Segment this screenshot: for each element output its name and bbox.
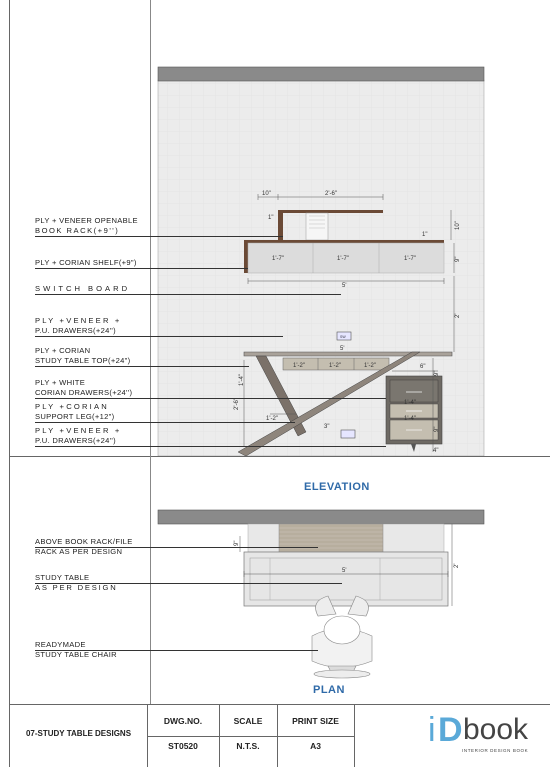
plan-dim-depth: 2': [454, 563, 460, 568]
leader-switch-board: [35, 294, 341, 295]
dim-rack-offset: 10": [262, 191, 271, 197]
leader-table-top: [35, 366, 249, 367]
label-switch-board: SWITCH BOARD: [35, 284, 131, 293]
print-size-value: A3: [310, 741, 321, 751]
leader-corian-shelf: [35, 268, 248, 269]
leader-pu-drawers-2: [35, 446, 386, 447]
leader-corian-drawers: [35, 398, 386, 399]
dim-rack-width: 2'-6": [325, 191, 337, 197]
book-rack-box: [306, 213, 328, 240]
label-pu-drawers-2: PLY +VENEER + P.U. DRAWERS(+24''): [35, 426, 122, 445]
dim-table-top: 5': [340, 346, 345, 352]
switch-board-text: SW: [340, 335, 346, 339]
ceiling-band: [158, 67, 484, 81]
leader-book-rack: [35, 236, 283, 237]
idbook-logo: [428, 712, 540, 758]
print-size-label: PRINT SIZE: [292, 716, 339, 726]
drawing-title: 07-STUDY TABLE DESIGNS: [25, 729, 132, 738]
dim-rack-gap: 1": [268, 215, 274, 221]
dwg-no-value: ST0520: [168, 741, 198, 751]
plan-dim-width: 5': [342, 568, 347, 574]
dim-shelf-height: 9": [455, 256, 461, 262]
dim-drawer-3: 1'-2": [364, 363, 376, 369]
dim-drawer-1: 1'-2": [293, 363, 305, 369]
dim-shelf-thk: 1": [422, 232, 428, 238]
dim-shelf-bay-1: 1'-7": [272, 256, 284, 262]
dim-leg-h1: 1'-4": [239, 374, 245, 386]
dim-wall-height: 2': [455, 313, 461, 318]
dim-shelf-bay-2: 1'-7": [337, 256, 349, 262]
leader-pu-drawers: [35, 336, 283, 337]
leader-support-leg: [35, 422, 295, 423]
label-support-leg: PLY +CORIAN SUPPORT LEG(+12"): [35, 402, 115, 421]
plan-study-table: [244, 552, 448, 606]
dim-drawer-2: 1'-2": [329, 363, 341, 369]
dim-right-drawer-w2: 1'-4": [404, 416, 416, 422]
dim-right-drawer-w: 1'-4": [404, 400, 416, 406]
switch-board-lower: [341, 430, 355, 438]
dim-leg-h2: 2'-6": [234, 398, 240, 410]
dim-right-h3: 4": [433, 448, 439, 454]
dim-overall-width: 5': [342, 283, 347, 289]
label-corian-drawers: PLY + WHITE CORIAN DRAWERS(+24''): [35, 378, 133, 397]
scale-value: N.T.S.: [236, 741, 260, 751]
elevation-title: ELEVATION: [304, 481, 370, 493]
dim-right-h1: 9": [434, 370, 440, 376]
logo-tagline: INTERIOR DESIGN BOOK: [462, 748, 529, 753]
scale-label: SCALE: [233, 716, 263, 726]
label-table-top: PLY + CORIAN STUDY TABLE TOP(+24"): [35, 346, 131, 365]
plan-dim-rack-depth: 9": [234, 540, 240, 546]
label-study-table: STUDY TABLE AS PER DESIGN: [35, 573, 118, 592]
plan-title: PLAN: [313, 684, 345, 696]
dim-leg-width: 1'-2": [266, 416, 278, 422]
plan-chair: [312, 596, 372, 678]
plan-wall-band: [158, 510, 484, 524]
logo-letter-d: D: [438, 711, 463, 749]
dim-rack-height: 10": [455, 221, 461, 230]
dim-right-h2: 9": [434, 426, 440, 432]
study-table-top: [244, 352, 452, 356]
logo-word-book: book: [463, 713, 529, 746]
label-above-rack: ABOVE BOOK RACK/FILE RACK AS PER DESIGN: [35, 537, 133, 556]
leader-above-rack: [35, 547, 318, 548]
label-book-rack: PLY + VENEER OPENABLE BOOK RACK(+9''): [35, 216, 138, 235]
dwg-no-label: DWG.NO.: [163, 716, 203, 726]
dim-shelf-bay-3: 1'-7": [404, 256, 416, 262]
dim-leg-angle: 3": [324, 424, 330, 430]
leader-chair: [35, 650, 318, 651]
label-chair: READYMADE STUDY TABLE CHAIR: [35, 640, 117, 659]
logo-letter-i: i: [428, 711, 436, 749]
leader-study-table: [35, 583, 342, 584]
dim-right-drawer-h: 6": [420, 364, 426, 370]
label-corian-shelf: PLY + CORIAN SHELF(+9"): [35, 258, 137, 267]
label-pu-drawers: PLY +VENEER + P.U. DRAWERS(+24''): [35, 316, 122, 335]
